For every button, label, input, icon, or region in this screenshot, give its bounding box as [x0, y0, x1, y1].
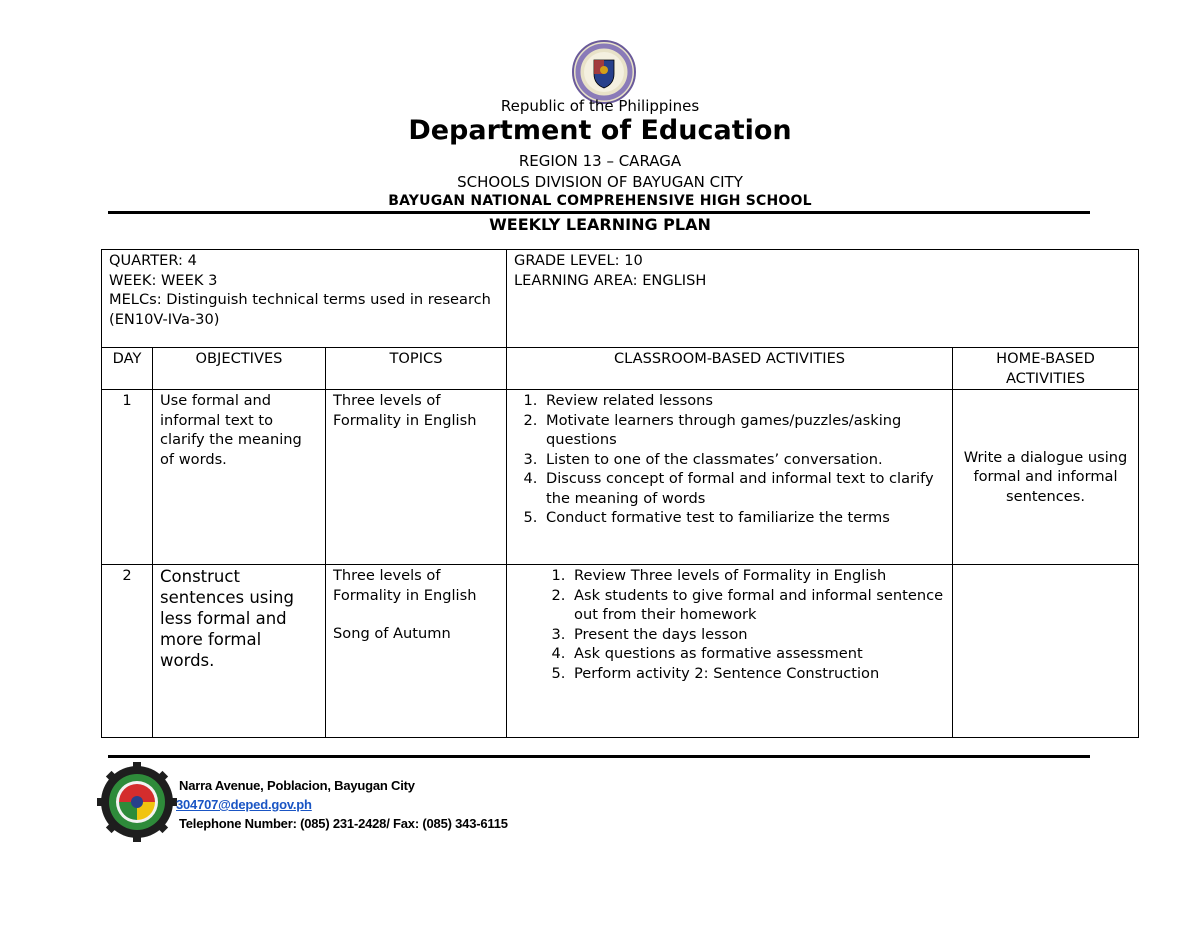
list-item: 2. Ask students to give formal and informal sentence out from their homework — [570, 586, 945, 625]
school-seal-icon — [97, 762, 177, 842]
column-header-objectives: OBJECTIVES — [153, 348, 326, 390]
list-item: 3. Present the days lesson — [570, 625, 945, 645]
list-item: 3. Listen to one of the classmates’ conversation. — [542, 450, 945, 470]
department-title: Department of Education — [408, 115, 792, 146]
school-email-link[interactable]: 304707@deped.gov.ph — [176, 797, 312, 812]
info-row — [102, 250, 1139, 348]
column-header-row — [102, 348, 1139, 390]
list-item: 5. Perform activity 2: Sentence Construction — [570, 664, 945, 684]
plan-title: WEEKLY LEARNING PLAN — [489, 215, 711, 234]
list-item: 1. Review related lessons — [542, 391, 945, 411]
telephone-info: Telephone Number: (085) 231-2428/ Fax: (085) 343-6115 — [179, 816, 508, 831]
classroom-activities-cell — [507, 390, 953, 565]
learning-plan-table — [101, 249, 1139, 738]
week-label: WEEK: WEEK 3 — [109, 271, 218, 289]
school-name: BAYUGAN NATIONAL COMPREHENSIVE HIGH SCHOOL — [388, 193, 812, 209]
table-row — [102, 390, 1139, 565]
column-header-home: HOME-BASED ACTIVITIES — [953, 348, 1139, 390]
objective-cell: Use formal and informal text to clarify the meaning of words. — [153, 390, 326, 565]
melcs-label: MELCs: Distinguish technical terms used in research (EN10V-IVa-30) — [109, 291, 491, 328]
list-item: 4. Ask questions as formative assessment — [570, 644, 945, 664]
region-label: REGION 13 – CARAGA — [518, 152, 682, 170]
day-cell: 1 — [102, 390, 153, 565]
topic-text: Three levels of Formality in English — [333, 567, 477, 604]
home-activities-cell: Write a dialogue using formal and informal sentences. — [953, 390, 1139, 565]
list-item: 4. Discuss concept of formal and informal text to clarify the meaning of words — [542, 469, 945, 508]
home-activities-cell — [953, 565, 1139, 738]
learning-area-label: LEARNING AREA: ENGLISH — [514, 271, 707, 289]
grade-info-cell — [507, 250, 1139, 348]
objective-cell: Construct sentences using less formal and more formal words. — [153, 565, 326, 738]
list-item: 5. Conduct formative test to familiarize the terms — [542, 508, 945, 528]
day-cell: 2 — [102, 565, 153, 738]
column-header-topics: TOPICS — [326, 348, 507, 390]
school-address: Narra Avenue, Poblacion, Bayugan City — [179, 778, 415, 793]
activity-list — [514, 391, 945, 528]
republic-label: Republic of the Philippines — [500, 97, 700, 115]
table-row — [102, 565, 1139, 738]
list-item: 2. Motivate learners through games/puzzles/asking questions — [542, 411, 945, 450]
classroom-activities-cell — [507, 565, 953, 738]
header-divider — [108, 211, 1090, 214]
quarter-info-cell — [102, 250, 507, 348]
topic-cell — [326, 565, 507, 738]
topic-text: Three levels of Formality in English — [333, 392, 477, 429]
list-item: 1. Review Three levels of Formality in English — [570, 566, 945, 586]
quarter-label: QUARTER: 4 — [109, 252, 197, 269]
column-header-classroom: CLASSROOM-BASED ACTIVITIES — [507, 348, 953, 390]
footer-divider — [108, 755, 1090, 758]
activity-list — [514, 566, 945, 683]
column-header-day: DAY — [102, 348, 153, 390]
division-label: SCHOOLS DIVISION OF BAYUGAN CITY — [457, 173, 743, 191]
topic-text: Song of Autumn — [333, 625, 451, 642]
deped-seal-icon — [568, 40, 640, 104]
grade-level-label: GRADE LEVEL: 10 — [514, 252, 643, 269]
topic-cell — [326, 390, 507, 565]
